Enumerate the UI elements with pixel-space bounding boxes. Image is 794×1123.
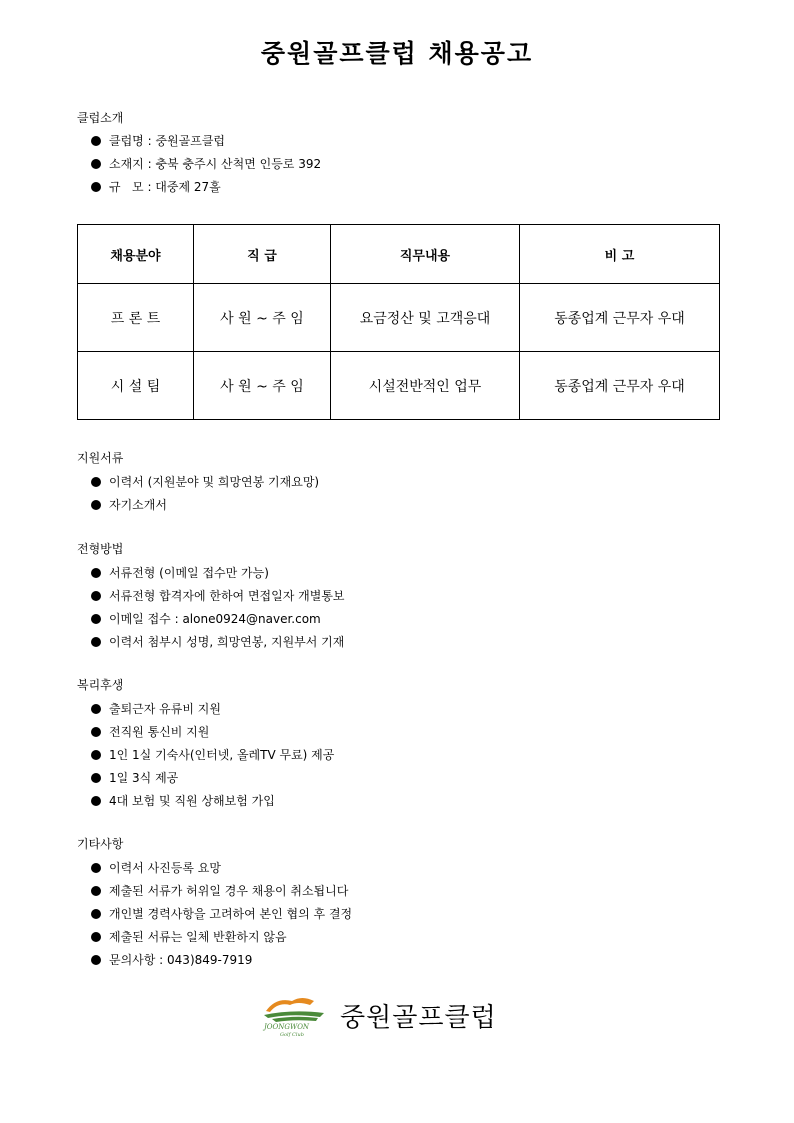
email-link[interactable]: 이메일 접수 : alone0924@naver.com [109, 612, 321, 626]
selection-section [77, 539, 345, 654]
list-item: 자기소개서 [91, 494, 319, 517]
column-header: 직 급 [194, 225, 331, 284]
bullet-icon [91, 591, 101, 601]
table-cell: 프 론 트 [78, 284, 194, 352]
brand-name: 중원골프클럽 [340, 1003, 497, 1033]
section-heading: 클럽소개 [77, 111, 124, 125]
list-item: 전직원 통신비 지원 [91, 721, 334, 744]
club-intro-section [77, 108, 321, 199]
table-cell: 사 원 ~ 주 임 [194, 352, 331, 420]
list-item: 서류전형 (이메일 접수만 가능) [91, 562, 345, 585]
list-item: 규 모 : 대중제 27홀 [91, 176, 321, 199]
section-heading: 지원서류 [77, 451, 124, 465]
list-item: 이력서 사진등록 요망 [91, 857, 352, 880]
bullet-icon [91, 886, 101, 896]
column-header: 비 고 [520, 225, 720, 284]
page-title: 중원골프클럽 채용공고 [260, 39, 534, 68]
footer-logo [262, 993, 532, 1037]
bullet-icon [91, 614, 101, 624]
bullet-icon [91, 136, 101, 146]
table-row [78, 352, 720, 420]
table-header-row [78, 225, 720, 284]
list-item: 이력서 첨부시 성명, 희망연봉, 지원부서 기재 [91, 631, 345, 654]
list-item: 제출된 서류가 허위일 경우 채용이 취소됩니다 [91, 880, 352, 903]
bullet-icon [91, 182, 101, 192]
jobs-table [77, 224, 720, 420]
table-cell: 시 설 팀 [78, 352, 194, 420]
bullet-icon [91, 955, 101, 965]
table-cell: 동종업계 근무자 우대 [520, 352, 720, 420]
list-item: 개인별 경력사항을 고려하여 본인 협의 후 결정 [91, 903, 352, 926]
benefits-section [77, 675, 334, 813]
column-header: 채용분야 [78, 225, 194, 284]
list-item: 클럽명 : 중원골프클럽 [91, 130, 321, 153]
section-heading: 전형방법 [77, 542, 124, 556]
documents-section [77, 448, 319, 517]
bullet-icon [91, 568, 101, 578]
bullet-icon [91, 500, 101, 510]
list-item: 4대 보험 및 직원 상해보험 가입 [91, 790, 334, 813]
section-heading: 복리후생 [77, 678, 124, 692]
bullet-icon [91, 863, 101, 873]
list-item: 서류전형 합격자에 한하여 면접일자 개별통보 [91, 585, 345, 608]
golf-club-logo-icon [262, 993, 332, 1037]
table-cell: 요금정산 및 고객응대 [331, 284, 520, 352]
logo-text: JOONGWON [264, 1023, 310, 1031]
other-section [77, 834, 352, 972]
section-heading: 기타사항 [77, 837, 124, 851]
table-cell: 동종업계 근무자 우대 [520, 284, 720, 352]
table-cell: 시설전반적인 업무 [331, 352, 520, 420]
column-header: 직무내용 [331, 225, 520, 284]
bullet-icon [91, 909, 101, 919]
bullet-icon [91, 750, 101, 760]
bullet-icon [91, 773, 101, 783]
bullet-icon [91, 159, 101, 169]
list-item: 1일 3식 제공 [91, 767, 334, 790]
bullet-icon [91, 637, 101, 647]
bullet-icon [91, 704, 101, 714]
list-item: 제출된 서류는 일체 반환하지 않음 [91, 926, 352, 949]
list-item: 출퇴근자 유류비 지원 [91, 698, 334, 721]
list-item: 1인 1실 기숙사(인터넷, 올레TV 무료) 제공 [91, 744, 334, 767]
logo-subtext: Golf Club [280, 1032, 304, 1037]
bullet-icon [91, 477, 101, 487]
list-item [91, 608, 345, 631]
list-item: 문의사항 : 043)849-7919 [91, 949, 352, 972]
bullet-icon [91, 932, 101, 942]
list-item: 이력서 (지원분야 및 희망연봉 기재요망) [91, 471, 319, 494]
list-item: 소재지 : 충북 충주시 산척면 인등로 392 [91, 153, 321, 176]
bullet-icon [91, 796, 101, 806]
table-row [78, 284, 720, 352]
bullet-icon [91, 727, 101, 737]
table-cell: 사 원 ~ 주 임 [194, 284, 331, 352]
